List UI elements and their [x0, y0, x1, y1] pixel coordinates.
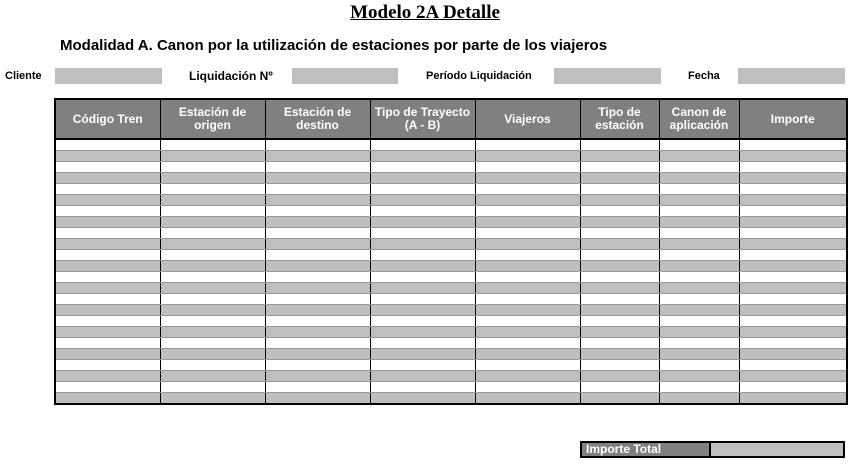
table-cell[interactable]: [659, 349, 739, 360]
table-cell[interactable]: [265, 382, 370, 393]
table-cell[interactable]: [580, 250, 659, 261]
table-cell[interactable]: [580, 294, 659, 305]
table-cell[interactable]: [580, 184, 659, 195]
table-cell[interactable]: [475, 173, 580, 184]
table-cell[interactable]: [580, 239, 659, 250]
table-cell[interactable]: [265, 283, 370, 294]
table-cell[interactable]: [265, 151, 370, 162]
table-cell[interactable]: [475, 371, 580, 382]
table-cell[interactable]: [265, 239, 370, 250]
table-cell[interactable]: [580, 206, 659, 217]
table-cell[interactable]: [659, 316, 739, 327]
table-cell[interactable]: [739, 151, 847, 162]
table-cell[interactable]: [739, 393, 847, 405]
table-row: [55, 305, 847, 316]
importe-total-field[interactable]: [711, 441, 845, 458]
table-cell[interactable]: [475, 195, 580, 206]
table-cell[interactable]: [739, 184, 847, 195]
table-row: [55, 217, 847, 228]
table-cell[interactable]: [659, 371, 739, 382]
table-cell[interactable]: [659, 151, 739, 162]
table-cell[interactable]: [659, 327, 739, 338]
table-row: [55, 151, 847, 162]
table-cell[interactable]: [160, 316, 265, 327]
table-cell[interactable]: [580, 162, 659, 173]
table-cell[interactable]: [580, 371, 659, 382]
table-cell[interactable]: [55, 393, 160, 405]
table-cell[interactable]: [475, 206, 580, 217]
table-cell[interactable]: [739, 206, 847, 217]
table-row: [55, 206, 847, 217]
table-cell[interactable]: [659, 217, 739, 228]
table-cell[interactable]: [659, 139, 739, 151]
table-cell[interactable]: [475, 305, 580, 316]
table-cell[interactable]: [739, 316, 847, 327]
table-cell[interactable]: [580, 151, 659, 162]
table-cell[interactable]: [580, 393, 659, 405]
table-cell[interactable]: [370, 393, 475, 405]
table-cell[interactable]: [370, 173, 475, 184]
table-cell[interactable]: [475, 250, 580, 261]
table-cell[interactable]: [265, 173, 370, 184]
table-cell[interactable]: [659, 283, 739, 294]
table-row: [55, 283, 847, 294]
table-cell[interactable]: [580, 195, 659, 206]
column-header-canon-aplicacion: Canon de aplicación: [659, 99, 739, 139]
table-cell[interactable]: [475, 382, 580, 393]
table-cell[interactable]: [659, 360, 739, 371]
table-cell[interactable]: [265, 162, 370, 173]
table-cell[interactable]: [580, 272, 659, 283]
table-cell[interactable]: [265, 261, 370, 272]
table-cell[interactable]: [370, 283, 475, 294]
table-cell[interactable]: [55, 327, 160, 338]
table-cell[interactable]: [265, 272, 370, 283]
table-cell[interactable]: [739, 382, 847, 393]
table-row: [55, 393, 847, 405]
column-header-codigo-tren: Código Tren: [55, 99, 160, 139]
table-cell[interactable]: [160, 173, 265, 184]
column-header-tipo-trayecto: Tipo de Trayecto (A - B): [370, 99, 475, 139]
table-cell[interactable]: [739, 338, 847, 349]
table-cell[interactable]: [265, 294, 370, 305]
table-cell[interactable]: [659, 294, 739, 305]
table-row: [55, 195, 847, 206]
table-cell[interactable]: [475, 139, 580, 151]
document-title: Modelo 2A Detalle: [350, 2, 500, 23]
table-cell[interactable]: [55, 272, 160, 283]
table-cell[interactable]: [370, 239, 475, 250]
table-cell[interactable]: [475, 360, 580, 371]
table-cell[interactable]: [370, 305, 475, 316]
table-cell[interactable]: [739, 305, 847, 316]
table-cell[interactable]: [55, 338, 160, 349]
table-cell[interactable]: [265, 371, 370, 382]
table-cell[interactable]: [659, 305, 739, 316]
table-cell[interactable]: [55, 139, 160, 151]
table-cell[interactable]: [55, 217, 160, 228]
table-cell[interactable]: [659, 228, 739, 239]
table-cell[interactable]: [160, 283, 265, 294]
table-row: [55, 228, 847, 239]
table-cell[interactable]: [370, 338, 475, 349]
table-cell[interactable]: [739, 261, 847, 272]
column-header-estacion-destino: Estación de destino: [265, 99, 370, 139]
table-cell[interactable]: [160, 360, 265, 371]
table-cell[interactable]: [265, 349, 370, 360]
table-cell[interactable]: [265, 195, 370, 206]
table-cell[interactable]: [370, 261, 475, 272]
liquidacion-label: Liquidación Nº: [189, 69, 273, 83]
table-cell[interactable]: [659, 261, 739, 272]
table-row: [55, 371, 847, 382]
table-cell[interactable]: [739, 371, 847, 382]
table-cell[interactable]: [475, 327, 580, 338]
table-cell[interactable]: [160, 195, 265, 206]
table-cell[interactable]: [265, 338, 370, 349]
table-cell[interactable]: [580, 228, 659, 239]
table-cell[interactable]: [659, 338, 739, 349]
cliente-field[interactable]: [55, 68, 162, 84]
table-cell[interactable]: [580, 261, 659, 272]
table-cell[interactable]: [265, 327, 370, 338]
table-cell[interactable]: [160, 393, 265, 405]
table-cell[interactable]: [580, 382, 659, 393]
table-cell[interactable]: [160, 327, 265, 338]
table-cell[interactable]: [739, 349, 847, 360]
table-cell[interactable]: [475, 294, 580, 305]
table-cell[interactable]: [370, 382, 475, 393]
table-row: [55, 294, 847, 305]
table-cell[interactable]: [370, 272, 475, 283]
table-cell[interactable]: [160, 239, 265, 250]
table-cell[interactable]: [370, 316, 475, 327]
table-cell[interactable]: [265, 393, 370, 405]
cliente-label: Cliente: [5, 70, 42, 82]
table-cell[interactable]: [55, 206, 160, 217]
table-row: [55, 349, 847, 360]
table-cell[interactable]: [659, 173, 739, 184]
table-cell[interactable]: [265, 360, 370, 371]
table-cell[interactable]: [55, 151, 160, 162]
table-cell[interactable]: [739, 173, 847, 184]
detail-table: [54, 98, 848, 405]
table-cell[interactable]: [160, 151, 265, 162]
table-cell[interactable]: [370, 151, 475, 162]
table-cell[interactable]: [739, 250, 847, 261]
table-cell[interactable]: [659, 239, 739, 250]
table-cell[interactable]: [739, 327, 847, 338]
table-cell[interactable]: [475, 162, 580, 173]
table-cell[interactable]: [55, 371, 160, 382]
fecha-field[interactable]: [738, 68, 845, 84]
table-cell[interactable]: [739, 272, 847, 283]
table-cell[interactable]: [475, 217, 580, 228]
table-cell[interactable]: [160, 382, 265, 393]
table-cell[interactable]: [580, 217, 659, 228]
table-header-row: [55, 99, 847, 139]
table-cell[interactable]: [739, 283, 847, 294]
periodo-field[interactable]: [554, 68, 661, 84]
table-cell[interactable]: [659, 393, 739, 405]
table-cell[interactable]: [160, 294, 265, 305]
table-cell[interactable]: [160, 184, 265, 195]
table-cell[interactable]: [265, 316, 370, 327]
table-cell[interactable]: [370, 217, 475, 228]
table-cell[interactable]: [265, 206, 370, 217]
table-cell[interactable]: [475, 261, 580, 272]
table-cell[interactable]: [659, 195, 739, 206]
table-row: [55, 338, 847, 349]
table-cell[interactable]: [580, 360, 659, 371]
table-cell[interactable]: [265, 305, 370, 316]
table-cell[interactable]: [160, 261, 265, 272]
fecha-label: Fecha: [688, 70, 720, 82]
table-cell[interactable]: [55, 349, 160, 360]
table-cell[interactable]: [739, 195, 847, 206]
table-cell[interactable]: [370, 294, 475, 305]
table-row: [55, 327, 847, 338]
table-cell[interactable]: [55, 261, 160, 272]
table-cell[interactable]: [659, 206, 739, 217]
table-cell[interactable]: [55, 162, 160, 173]
document-subtitle: Modalidad A. Canon por la utilización de estaciones por parte de los viajeros: [60, 37, 608, 54]
table-cell[interactable]: [265, 184, 370, 195]
table-row: [55, 250, 847, 261]
table-cell[interactable]: [55, 195, 160, 206]
table-cell[interactable]: [160, 162, 265, 173]
table-cell[interactable]: [475, 316, 580, 327]
table-cell[interactable]: [55, 184, 160, 195]
table-row: [55, 360, 847, 371]
table-row: [55, 162, 847, 173]
table-cell[interactable]: [160, 338, 265, 349]
table-cell[interactable]: [160, 139, 265, 151]
table-cell[interactable]: [475, 184, 580, 195]
table-cell[interactable]: [739, 162, 847, 173]
table-cell[interactable]: [580, 305, 659, 316]
table-cell[interactable]: [739, 239, 847, 250]
table-row: [55, 139, 847, 151]
table-cell[interactable]: [659, 382, 739, 393]
table-cell[interactable]: [160, 371, 265, 382]
table-cell[interactable]: [659, 272, 739, 283]
table-cell[interactable]: [659, 184, 739, 195]
table-cell[interactable]: [580, 349, 659, 360]
table-cell[interactable]: [160, 217, 265, 228]
table-row: [55, 261, 847, 272]
table-cell[interactable]: [370, 349, 475, 360]
table-cell[interactable]: [265, 139, 370, 151]
table-row: [55, 173, 847, 184]
table-cell[interactable]: [370, 139, 475, 151]
table-cell[interactable]: [580, 139, 659, 151]
table-cell[interactable]: [370, 371, 475, 382]
table-cell[interactable]: [160, 349, 265, 360]
table-cell[interactable]: [370, 195, 475, 206]
table-row: [55, 184, 847, 195]
table-cell[interactable]: [475, 338, 580, 349]
table-cell[interactable]: [475, 239, 580, 250]
table-cell[interactable]: [55, 250, 160, 261]
table-cell[interactable]: [160, 206, 265, 217]
table-cell[interactable]: [160, 272, 265, 283]
table-cell[interactable]: [475, 228, 580, 239]
column-header-viajeros: Viajeros: [475, 99, 580, 139]
table-cell[interactable]: [659, 250, 739, 261]
table-body: [55, 139, 847, 404]
table-cell[interactable]: [55, 360, 160, 371]
table-cell[interactable]: [55, 173, 160, 184]
periodo-label: Período Liquidación: [426, 70, 532, 82]
table-cell[interactable]: [370, 327, 475, 338]
table-row: [55, 272, 847, 283]
table-cell[interactable]: [475, 283, 580, 294]
table-cell[interactable]: [265, 217, 370, 228]
table-cell[interactable]: [580, 316, 659, 327]
table-cell[interactable]: [739, 228, 847, 239]
table-cell[interactable]: [370, 250, 475, 261]
table-cell[interactable]: [739, 217, 847, 228]
table-cell[interactable]: [475, 349, 580, 360]
table-cell[interactable]: [580, 338, 659, 349]
table-cell[interactable]: [55, 316, 160, 327]
table-cell[interactable]: [55, 228, 160, 239]
table-cell[interactable]: [580, 173, 659, 184]
table-row: [55, 316, 847, 327]
table-cell[interactable]: [370, 206, 475, 217]
column-header-tipo-estacion: Tipo de estación: [580, 99, 659, 139]
table-row: [55, 382, 847, 393]
table-cell[interactable]: [55, 305, 160, 316]
table-cell[interactable]: [370, 184, 475, 195]
importe-total-label: Importe Total: [580, 441, 711, 458]
table-cell[interactable]: [370, 360, 475, 371]
column-header-importe: Importe: [739, 99, 847, 139]
table-cell[interactable]: [475, 393, 580, 405]
liquidacion-field[interactable]: [292, 68, 398, 84]
table-cell[interactable]: [580, 327, 659, 338]
table-cell[interactable]: [55, 239, 160, 250]
table-cell[interactable]: [659, 162, 739, 173]
table-cell[interactable]: [739, 139, 847, 151]
table-cell[interactable]: [160, 228, 265, 239]
table-cell[interactable]: [55, 382, 160, 393]
table-cell[interactable]: [265, 228, 370, 239]
table-cell[interactable]: [55, 294, 160, 305]
table-cell[interactable]: [265, 250, 370, 261]
table-row: [55, 239, 847, 250]
table-cell[interactable]: [55, 283, 160, 294]
table-cell[interactable]: [370, 228, 475, 239]
column-header-estacion-origen: Estación de origen: [160, 99, 265, 139]
table-cell[interactable]: [370, 162, 475, 173]
table-cell[interactable]: [475, 151, 580, 162]
table-cell[interactable]: [160, 250, 265, 261]
table-cell[interactable]: [580, 283, 659, 294]
table-cell[interactable]: [475, 272, 580, 283]
table-cell[interactable]: [739, 294, 847, 305]
table-cell[interactable]: [160, 305, 265, 316]
table-cell[interactable]: [739, 360, 847, 371]
